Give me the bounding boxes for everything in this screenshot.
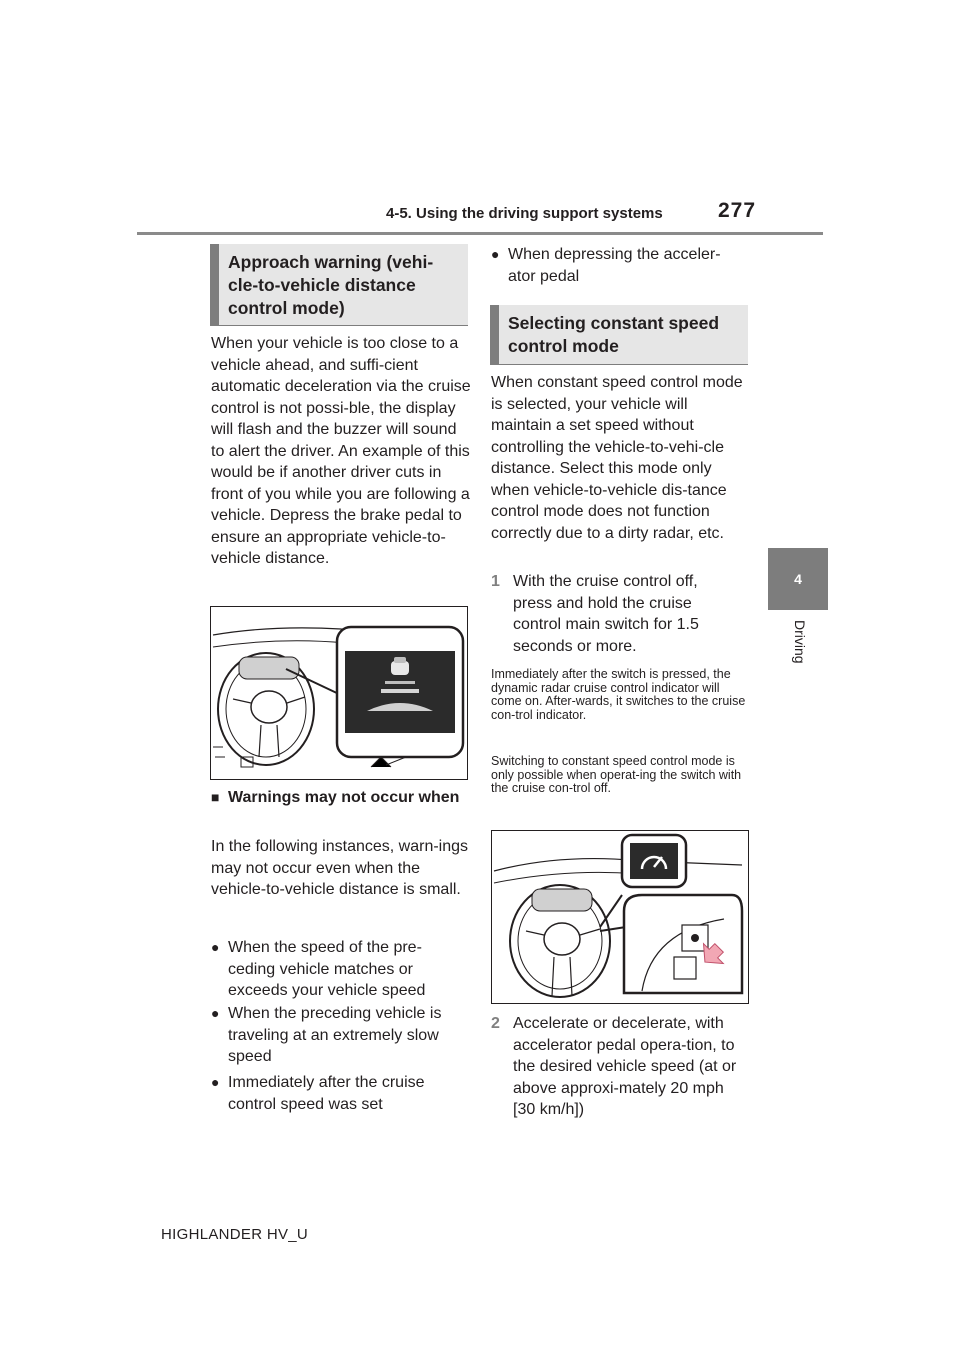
bullet-marker: ● bbox=[211, 939, 220, 955]
chapter-label bbox=[770, 620, 826, 680]
subheading-warnings bbox=[211, 787, 471, 808]
bullet-text: Immediately after the cruise control speed was set bbox=[228, 1074, 425, 1113]
list-item bbox=[211, 937, 461, 1002]
cruise-switch-figure bbox=[491, 830, 749, 1004]
approach-warning-figure bbox=[210, 606, 468, 780]
bullet-text: When the preceding vehicle is traveling at an extremely slow speed bbox=[228, 1005, 442, 1065]
list-item bbox=[211, 1003, 461, 1068]
approach-warning-display-illustration bbox=[211, 607, 467, 779]
step-number: 2 bbox=[491, 1015, 500, 1032]
footer-model: HIGHLANDER HV_U bbox=[161, 1226, 309, 1243]
chapter-tab: 4 bbox=[768, 548, 828, 610]
bullet-marker: ● bbox=[491, 246, 500, 262]
approach-warning-paragraph: When your vehicle is too close to a vehicle ahead, and suffi-cient automatic deceleration via the cruise control is not possi-ble, the display will flash and the buzzer will sound to alert the driver. An example of this would be if another driver cuts in front of you while you are following a vehicle. Depress the brake pedal to ensure an appropriate vehicle-to-vehicle distance. bbox=[211, 335, 471, 567]
note-text: Immediately after the switch is pressed, the dynamic radar cruise control indicator will come on. After-wards, it switches to the cruise con-trol indicator. bbox=[491, 667, 746, 722]
step-number: 1 bbox=[491, 573, 500, 590]
subheading-text: Warnings may not occur when bbox=[228, 789, 460, 806]
cruise-switch-press-illustration bbox=[492, 831, 748, 1003]
warnings-paragraph: In the following instances, warn-ings may not occur even when the vehicle-to-vehicle distance is small. bbox=[211, 838, 469, 898]
step-item bbox=[491, 571, 739, 657]
list-item bbox=[211, 1072, 461, 1115]
constant-speed-paragraph: When constant speed control mode is selected, your vehicle will maintain a set speed without controlling the vehicle-to-vehi-cle distance. Select this mode only when vehicle-to-vehicle dis-tance control mode does not function correctly due to a dirty radar, etc. bbox=[491, 374, 743, 542]
list-item bbox=[491, 244, 741, 287]
subheading-marker: ■ bbox=[211, 789, 220, 805]
section-title: 4-5. Using the driving support systems bbox=[386, 205, 663, 222]
section-heading-approach-warning: Approach warning (vehi-cle-to-vehicle distance control mode) bbox=[210, 244, 468, 326]
page-number: 277 bbox=[718, 199, 757, 222]
header-divider bbox=[137, 232, 823, 235]
step-item bbox=[491, 1013, 739, 1121]
section-heading-constant-speed: Selecting constant speed control mode bbox=[490, 305, 748, 365]
bullet-text: When depressing the acceler-ator pedal bbox=[508, 246, 721, 285]
chapter-label-text: Driving bbox=[792, 620, 808, 664]
step-text: Accelerate or decelerate, with accelerator pedal opera-tion, to the desired vehicle speed (at or above approxi-mately 20 mph [30 km/h]) bbox=[513, 1015, 737, 1118]
bullet-marker: ● bbox=[211, 1074, 220, 1090]
bullet-marker: ● bbox=[211, 1005, 220, 1021]
note-text: Switching to constant speed control mode is only possible when operat-ing the switch with the cruise con-trol off. bbox=[491, 754, 742, 795]
step-text: With the cruise control off, press and hold the cruise control main switch for 1.5 seconds or more. bbox=[513, 573, 699, 655]
bullet-text: When the speed of the pre-ceding vehicle matches or exceeds your vehicle speed bbox=[228, 939, 426, 999]
